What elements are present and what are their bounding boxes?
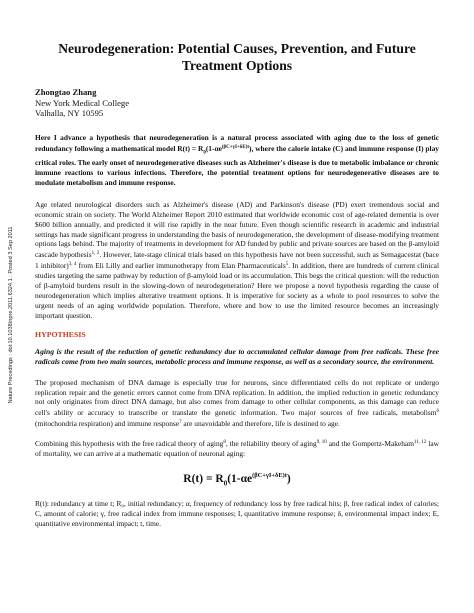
combining-text-b: , the reliability theory of aging [225, 439, 317, 449]
citation-ref: 1, 2 [91, 251, 100, 257]
author-name: Zhongtao Zhang [35, 87, 97, 97]
hypothesis-statement: Aging is the result of the reduction of genetic redundancy due to accumulated cellular damage from free radicals. These free radicals come from two main sources, metabolic process and immune response, as well as a secondary source, the environment. [35, 346, 439, 366]
mechanism-text-b: (mitochondria respiration) and immune response [35, 419, 180, 429]
abstract-text-3: ), where the calorie intake (C) and immune response (I) play critical roles. The early onset of neurodegenerative diseases such as Alzheimer's disease is due to metabolic imbalance or chronic immune reactions to various infections. Therefore, the potential treatment options for neurodegenerative diseases are to modulate metabolism and immune response. [35, 143, 439, 187]
equation-rhs: ) [286, 473, 291, 485]
mechanism-text-a: The proposed mechanism of DNA damage is especially true for neurons, since differentiated cells do not replicate or undergo replication repair and the genetic errors cannot come from DNA replication. In addition, the implied reduction in genetic redundancy not only originates from direct DNA damage, but also comes from damage to other cellular components, as this damage can reduce cell's ability or accuracy to transcribe or translate the genetic information. Two major sources of free radicals, metabolism [35, 377, 439, 418]
intro-text-c: from Eli Lilly and earlier immunotherapy from Elan Pharmaceuticals [76, 261, 286, 271]
author-affiliation: New York Medical College [35, 97, 130, 108]
citation-ref: 5 [285, 262, 289, 268]
abstract-exponent: (βC+γI+δE)t [221, 144, 250, 150]
paper-content [35, 40, 439, 538]
abstract [35, 133, 439, 188]
variable-definitions: R(t): redundancy at time t; R₀, initial redundancy; α, frequency of redundancy loss by free radical hits; β, free radical index of calories; C, amount of calorie; γ, free radical index from immune responses; I, quantitative immune response; δ, environmental impact index; E, quantitative environmental impact; t, time. [35, 499, 439, 529]
paper-title: Neurodegeneration: Potential Causes, Prevention, and Future Treatment Options [58, 41, 416, 73]
author-location: Valhalla, NY 10595 [35, 108, 104, 119]
combining-text-a: Combining this hypothesis with the free radical theory of aging [35, 439, 224, 449]
abstract-r0-subscript: 0 [203, 150, 206, 156]
mechanism-paragraph [35, 378, 439, 430]
intro-text-a: Age related neurological disorders such as Alzheimer's disease (AD) and Parkinson's disease (PD) exert tremendous social and economic strain on society. The World Alzheimer Report 2010 estimated that worldwide economic cost of age-related dementia is over $600 billion annually, and predicted it will rise rapidly in the near future. Even though scientific research in academic and industrial settings has made significant progress in understanding the basis of neurodegeneration, the development of disease-modifying treatment options lags behind. The majority of treatments in development for AD funded by public and private sources are based on the β-amyloid cascade hypothesis [35, 199, 439, 260]
doi-sidebar [6, 150, 16, 480]
citation-ref: 7 [179, 420, 182, 426]
doi-sidebar-text: Nature Precedings : doi:10.1038/npre.2011.6324.1 : Posted 3 Sep 2011 [8, 226, 14, 404]
intro-text-d: . In addition, there are hundreds of current clinical studies targeting the same pathway by reduction of β-amyloid load or its accumulation. This begs the critical question: will the reduction of β-amyloid burdens result in the slowing-down of neurodegeneration? Here we propose a novel hypothesis regarding the cause of neurodegeneration which implies alterative treatment options. It is imperative for society as a whole to pool resources to solve the urgent needs of an aging worldwide population. Therefore, where and how to use the limited resource becomes an increasingly important question. [35, 261, 440, 320]
citation-ref: 6 [436, 409, 439, 415]
abstract-text-2: (1-αe [205, 143, 222, 153]
abstract-text-1: Here I advance a hypothesis that neurodegeneration is a natural process associated with aging due to the loss of genetic redundancy following a mathematical model R(t) = R [35, 132, 439, 153]
equation-exponent: (βC+γI+δE)t [252, 472, 287, 479]
aging-equation [35, 468, 439, 491]
combining-paragraph [35, 438, 439, 459]
equation-mid: (1-αe [227, 473, 253, 485]
mechanism-text-c: are unavoidable and therefore, life is destined to age. [181, 419, 340, 429]
intro-text-b: . However, late-stage clinical trials based on this hypothesis have not been successful, such as Semagacestat (bace 1 inhibitor) [35, 250, 440, 271]
combining-text-c: and the Gompertz-Makeham [326, 439, 414, 449]
citation-ref: 11, 12 [413, 440, 427, 446]
author-block [35, 87, 439, 119]
citation-ref: 8 [223, 440, 226, 446]
citation-ref: 9, 10 [316, 440, 327, 446]
combining-text-d: law of mortality, we can arrive at a mathematic equation of neuronal aging: [35, 439, 439, 459]
citation-ref: 3, 4 [68, 262, 77, 268]
equation-r0-subscript: 0 [223, 479, 228, 488]
intro-paragraph [35, 200, 439, 321]
equation-lhs: R(t) = R [183, 473, 224, 485]
section-heading-hypothesis: HYPOTHESIS [35, 329, 86, 339]
